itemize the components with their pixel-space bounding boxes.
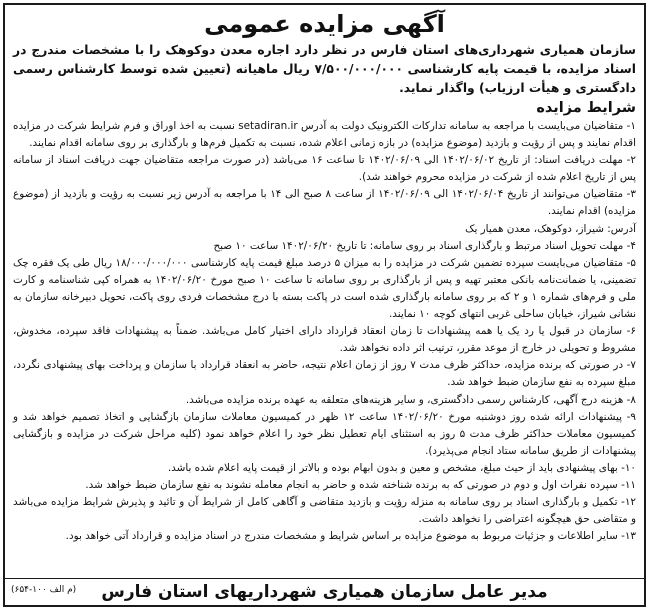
condition-item: ۷- در صورتی که برنده مزایده، حداکثر ظرف مدت ۷ روز از زمان اعلام نتیجه، حاضر به انعقاد قرارداد با سازمان و پرداخت بهای پیشنهادی نگردد، مبلغ سپرده به نفع سازمان ضبط خواهد شد. [13, 359, 636, 389]
condition-address: آدرس: شیراز، دوکوهک، معدن همیار یک [465, 222, 636, 235]
notice-footer [5, 578, 644, 605]
condition-item: ۳- متقاضیان می‌توانند از تاریخ ۱۴۰۲/۰۶/۰۴ الی ۱۴۰۲/۰۶/۰۹ از ساعت ۸ صبح الی ۱۴ با مراجعه به آدرس زیر نسبت به رؤیت و بازدید از (موضوع مزایده) اقدام نمایند. [13, 188, 637, 218]
condition-item: ۱۱- سپرده نفرات اول و دوم در صورتی که به برنده شناخته شده و حاضر به انجام معامله نشوند به نفع سازمان ضبط خواهد شد. [85, 478, 636, 491]
condition-item: ۶- سازمان در قبول یا رد یک یا همه پیشنهادات تا زمان انعقاد قرارداد دارای اختیار کامل می‌باشد. ضمناً به پیشنهادات فاقد سپرده، مخدوش، مشروط و تحویلی در خارج از موعد مقرر، ترتیب اثر داده نخواهد شد. [13, 325, 636, 355]
condition-item: ۱۳- سایر اطلاعات و جزئیات مربوط به موضوع مزایده بر اساس شرایط و مشخصات مندرج در اسناد مزایده و قرارداد آتی خواهد بود. [65, 530, 636, 543]
condition-item: ۵- متقاضیان می‌بایست سپرده تضمین شرکت در مزایده را به میزان ۵ درصد مبلغ قیمت پایه کارشناسی ۱۸/۰۰۰/۰۰۰/۰۰۰ ریال طی یک فقره چک تضمینی، یا ضمانت‌نامه بانکی معتبر تهیه و پس از بارگذاری بر روی سامانه تا ساعت ۱۰ صبح مورخ ۱۴۰۲/۰۶/۲۰ به همراه کپی شناسنامه و کارت ملی و فرم‌های شماره ۱ و ۲ که بر روی سامانه بارگذاری شده است در پاکت بسته با درج مشخصات فردی روی پاکت، تحویل دبیرخانه سازمان به نشانی شیراز، خیابان ساحلی غربی انتهای کوچه ۱۰ نمایند. [13, 256, 637, 321]
condition-item: ۱۰- بهای پیشنهادی باید از حیث مبلغ، مشخص و معین و بدون ابهام بوده و بالاتر از قیمت پایه اعلام شده باشد. [167, 461, 636, 474]
condition-item: ۱- متقاضیان می‌بایست با مراجعه به سامانه تدارکات الکترونیک دولت به آدرس setadiran.ir نسبت به اخذ اوراق و فرم شرایط شرکت در مزایده اقدام نمایند و پس از رؤیت و بازدید (موضوع مزایده) در بازه زمانی اعلام شده، نسبت به تکمیل فرم‌ها و بارگذاری بر روی سامانه اقدام نمایند. [13, 120, 637, 150]
conditions-title: شرایط مزایده [536, 100, 636, 116]
notice-frame [3, 3, 646, 607]
condition-item: ۱۲- تکمیل و بارگذاری اسناد بر روی سامانه به منزله رؤیت و بازدید متقاضی و آگاهی کامل از شرایط آن و تائید و پذیرش شرایط مزایده می‌باشد و متقاضی حق هیچگونه اعتراضی را نخواهد داشت. [13, 496, 636, 526]
condition-item: ۸- هزینه درج آگهی، کارشناس رسمی دادگستری، و سایر هزینه‌های متعلقه به عهده برنده مزایده می‌باشد. [185, 393, 636, 406]
notice-intro: سازمان همیاری شهرداری‌های استان فارس در نظر دارد اجاره معدن دوکوهک را با مشخصات مندرج در اسناد مزایده، با قیمت پایه کارشناسی ۷/۵۰۰/۰۰۰/۰۰۰ ریال ماهیانه (تعیین شده توسط کارشناس رسمی دادگستری و هیأت ارزیاب) واگذار نماید. [13, 43, 636, 95]
conditions-list [11, 118, 638, 545]
notice-title: آگهی مزایده عمومی [204, 10, 445, 38]
notice-code: (م الف ۱۰۰-۶۵۴) [11, 585, 77, 595]
condition-item: ۹- پیشنهادات ارائه شده روز دوشنبه مورخ ۱۴۰۲/۰۶/۲۰ ساعت ۱۲ ظهر در کمیسیون معاملات سازمان بازگشایی و اتخاذ تصمیم خواهد شد و کمیسیون معاملات حداکثر ظرف مدت ۵ روز به استثنای ایام تعطیل نظر خود را اعلام خواهد نمود (کلیه مراحل شرکت در مزایده و بازگشایی پیشنهادات از طریق سامانه ستاد انجام می‌پذیرد). [13, 410, 636, 457]
signature: مدیر عامل سازمان همیاری شهرداریهای استان فارس [101, 582, 548, 602]
condition-item: ۴- مهلت تحویل اسناد مرتبط و بارگذاری اسناد بر روی سامانه: تا تاریخ ۱۴۰۲/۰۶/۲۰ ساعت ۱۰ صبح [213, 239, 636, 252]
condition-item: ۲- مهلت دریافت اسناد: از تاریخ ۱۴۰۲/۰۶/۰۲ الی ۱۴۰۲/۰۶/۰۹ تا ساعت ۱۶ می‌باشد (در صورت مراجعه متقاضیان جهت دریافت اسناد از سامانه پس از تاریخ اعلام شده از شرکت در مزایده محروم خواهند شد). [13, 154, 636, 184]
